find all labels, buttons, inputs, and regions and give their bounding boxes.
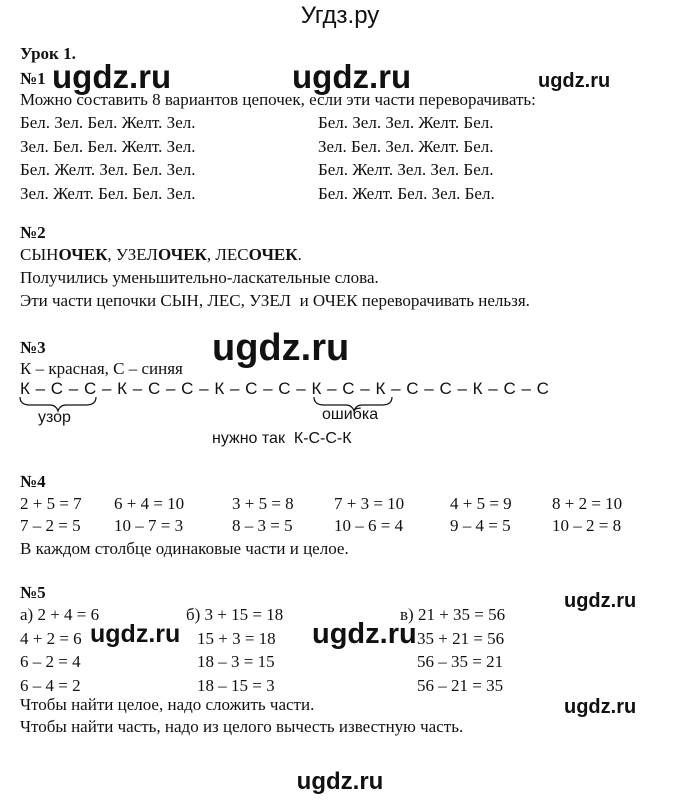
task5-column-a — [20, 603, 99, 697]
equation: 6 + 4 = 10 — [114, 494, 185, 513]
watermark: ugdz.ru — [296, 768, 384, 795]
word-separator: , — [107, 245, 116, 264]
chain-variant: Бел. Зел. Бел. Желт. Зел. — [20, 113, 196, 132]
equation: а) 2 + 4 = 6 — [20, 605, 100, 624]
correct-pattern: нужно так К-С-С-К — [212, 430, 352, 447]
word-suffix: ОЧЕК — [58, 245, 108, 264]
equation: 9 – 4 = 5 — [450, 516, 511, 535]
chain-variant: Бел. Желт. Бел. Зел. Бел. — [318, 183, 495, 203]
watermark: ugdz.ru — [564, 696, 637, 718]
task5-column-b — [186, 603, 283, 697]
watermark: ugdz.ru — [90, 620, 181, 648]
equation: 6 – 4 = 2 — [20, 675, 81, 695]
pattern-middle: – К – С – С – К – С – С – — [96, 379, 312, 398]
word-root: ЛЕС — [215, 245, 249, 264]
equation: в) 21 + 35 = 56 — [400, 605, 506, 624]
equation: б) 3 + 15 = 18 — [186, 605, 284, 624]
equation: 8 + 2 = 10 — [552, 494, 623, 513]
site-header: Угдз.ру — [300, 2, 380, 29]
word-root: СЫН — [20, 245, 59, 264]
equation: 15 + 3 = 18 — [197, 628, 276, 648]
task1-intro: Можно составить 8 вариантов цепочек, если эти части переворачивать: — [20, 90, 536, 109]
watermark: ugdz.ru — [292, 58, 412, 95]
word-separator: , — [206, 245, 216, 264]
word-root: УЗЕЛ — [115, 245, 158, 264]
equation: 6 – 2 = 4 — [20, 652, 81, 671]
chain-variant: Зел. Желт. Бел. Бел. Зел. — [20, 183, 196, 203]
equation: 2 + 5 = 7 — [20, 494, 82, 513]
word-separator: . — [297, 245, 302, 264]
watermark: ugdz.ru — [212, 327, 350, 369]
equation: 18 – 3 = 15 — [197, 652, 275, 671]
lesson-title: Урок 1. — [20, 44, 76, 63]
task3-legend: К – красная, С – синяя — [20, 359, 183, 378]
equation: 10 – 6 = 4 — [334, 516, 404, 535]
chain-variant: Зел. Бел. Зел. Желт. Бел. — [318, 136, 494, 156]
task3-number: №3 — [20, 338, 46, 357]
task2-number: №2 — [20, 223, 46, 242]
brace-label-uzor: узор — [38, 409, 71, 426]
chain-variant: Бел. Желт. Зел. Зел. Бел. — [318, 160, 494, 179]
task2-line3: Эти части цепочки СЫН, ЛЕС, УЗЕЛ и ОЧЕК переворачивать нельзя. — [20, 291, 530, 310]
watermark: ugdz.ru — [52, 58, 172, 95]
brace-label-oshibka: ошибка — [322, 406, 379, 423]
task1-number: №1 — [20, 69, 46, 88]
task4-note: В каждом столбце одинаковые части и целое. — [20, 539, 349, 558]
task5-rule2: Чтобы найти часть, надо из целого вычесть известную часть. — [20, 717, 464, 736]
equation: 4 + 5 = 9 — [450, 494, 512, 513]
watermark: ugdz.ru — [538, 70, 611, 92]
equation: 18 – 15 = 3 — [197, 675, 275, 695]
chain-variant: Бел. Зел. Зел. Желт. Бел. — [318, 113, 494, 132]
chain-variant: Бел. Желт. Зел. Бел. Зел. — [20, 160, 196, 179]
equation: 3 + 5 = 8 — [232, 494, 294, 513]
task5-rule1: Чтобы найти целое, надо сложить части. — [20, 695, 315, 714]
watermark: ugdz.ru — [564, 590, 637, 612]
pattern-tail: – С – С – К – С – С — [385, 379, 550, 398]
equation: 10 – 2 = 8 — [552, 516, 622, 535]
task5-number: №5 — [20, 583, 46, 602]
equation: 56 – 35 = 21 — [417, 652, 504, 671]
equation: 7 – 2 = 5 — [20, 516, 81, 535]
chain-variant: Зел. Бел. Бел. Желт. Зел. — [20, 136, 196, 156]
equation: 35 + 21 = 56 — [417, 628, 505, 648]
task2-line2: Получились уменьшительно-ласкательные слова. — [20, 268, 379, 287]
word-suffix: ОЧЕК — [248, 245, 298, 264]
equation: 10 – 7 = 3 — [114, 516, 184, 535]
task4-number: №4 — [20, 472, 46, 491]
watermark: ugdz.ru — [312, 618, 417, 650]
equation: 56 – 21 = 35 — [417, 675, 504, 695]
task5-column-c — [400, 603, 505, 697]
pattern-group: К – С – К — [311, 379, 386, 398]
equation: 7 + 3 = 10 — [334, 494, 405, 513]
equation: 4 + 2 = 6 — [20, 628, 82, 648]
equation: 8 – 3 = 5 — [232, 516, 293, 535]
word-suffix: ОЧЕК — [157, 245, 207, 264]
pattern-group: К – С – С — [20, 379, 97, 398]
